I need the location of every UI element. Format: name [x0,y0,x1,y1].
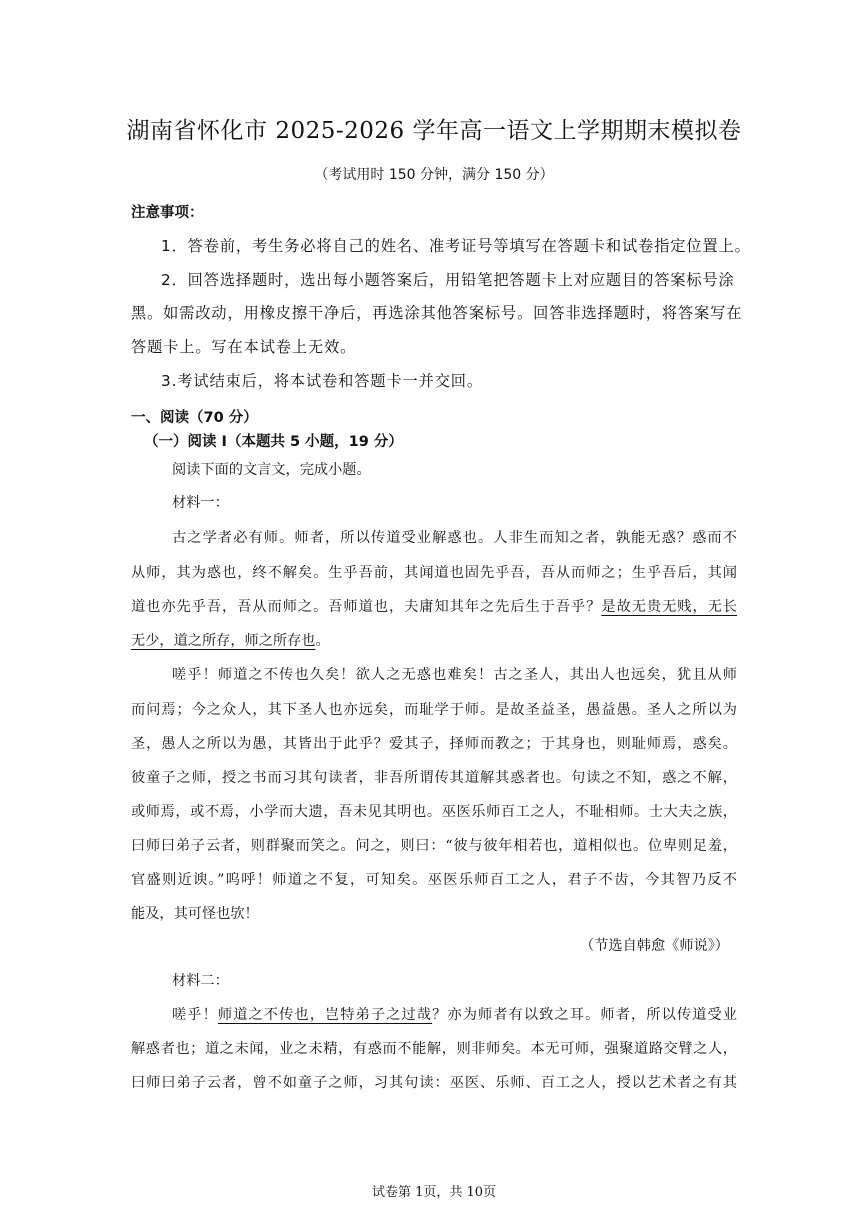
section-heading: 一、阅读（70 分） [131,410,258,426]
passage-line: 而问焉；今之众人，其下圣人也亦远矣，而耻学于师。是故圣益圣，愚益愚。圣人之所以为 [131,702,737,718]
exam-subtitle: （考试用时 150 分钟，满分 150 分） [314,167,554,183]
notice-line: 3.考试结束后，将本试卷和答题卡一并交回。 [161,372,483,390]
underlined-sentence: 是故无贵无贱，无长 [601,599,737,615]
underlined-sentence: 无少，道之所存，师之所存也 [131,633,316,649]
notice-line: 2．回答选择题时，选出每小题答案后，用铅笔把答题卡上对应题目的答案标号涂 [161,271,735,289]
notice-line: 答题卡上。写在本试卷上无效。 [131,338,357,356]
passage-line: 无少，道之所存，师之所存也。 [131,633,330,649]
underlined-sentence: 师道之不传也，岂特弟子之过哉 [217,1007,433,1023]
passage-line: 彼童子之师，授之书而习其句读者，非吾所谓传其道解其惑者也。句读之不知，惑之不解， [131,770,737,786]
passage-line: 从师，其为惑也，终不解矣。生乎吾前，其闻道也固先乎吾，吾从而师之；生乎吾后，其闻 [131,565,737,581]
notice-line: 1．答卷前，考生务必将自己的姓名、准考证号等填写在答题卡和试卷指定位置上。 [161,237,751,255]
source-citation: （节选自韩愈《师说》） [580,938,729,954]
passage-line: 嗟乎！师道之不传也久矣！欲人之无惑也难矣！古之圣人，其出人也远矣，犹且从师 [172,667,737,683]
passage-line: 曰师曰弟子云者，则群聚而笑之。问之，则曰：“彼与彼年相若也，道相似也。位卑则足羞， [131,838,737,854]
passage-line: 道也亦先乎吾，吾从而师之。吾师道也，夫庸知其年之先后生于吾乎？是故无贵无贱，无长 [131,599,737,615]
passage-line: 能及，其可怪也欤！ [131,906,259,922]
subsection-heading: （一）阅读 I（本题共 5 小题，19 分） [144,434,403,450]
passage-line: 圣，愚人之所以为愚，其皆出于此乎？爱其子，择师而教之；于其身也，则耻师焉，惑矣。 [131,736,737,752]
passage-line: 曰师曰弟子云者，曾不如童子之师，习其句读：巫医、乐师、百工之人，授以艺术者之有其 [131,1075,737,1091]
exam-title: 湖南省怀化市 2025-2026 学年高一语文上学期期末模拟卷 [126,118,742,144]
notice-heading: 注意事项： [131,205,204,221]
passage-line: 解惑者也；道之未闻，业之未精，有惑而不能解，则非师矣。本无可师，强聚道路交臂之人， [131,1041,737,1057]
instruction-text: 阅读下面的文言文，完成小题。 [172,462,371,478]
passage-line: 官盛则近谀。”呜呼！师道之不复，可知矣。巫医乐师百工之人，君子不齿，今其智乃反不 [131,872,737,888]
passage-line: 嗟乎！师道之不传也，岂特弟子之过哉？亦为师者有以致之耳。师者，所以传道受业 [172,1007,737,1023]
notice-line: 黑。如需改动，用橡皮擦干净后，再选涂其他答案标号。回答非选择题时，将答案写在 [131,304,743,322]
passage-line: 古之学者必有师。师者，所以传道受业解惑也。人非生而知之者，孰能无惑？惑而不 [172,530,737,546]
material2-label: 材料二： [172,973,229,989]
material1-label: 材料一： [172,495,229,511]
page-footer: 试卷第 1页，共 10页 [371,1185,497,1200]
passage-line: 或师焉，或不焉，小学而大遗，吾未见其明也。巫医乐师百工之人，不耻相师。士大夫之族， [131,804,737,820]
